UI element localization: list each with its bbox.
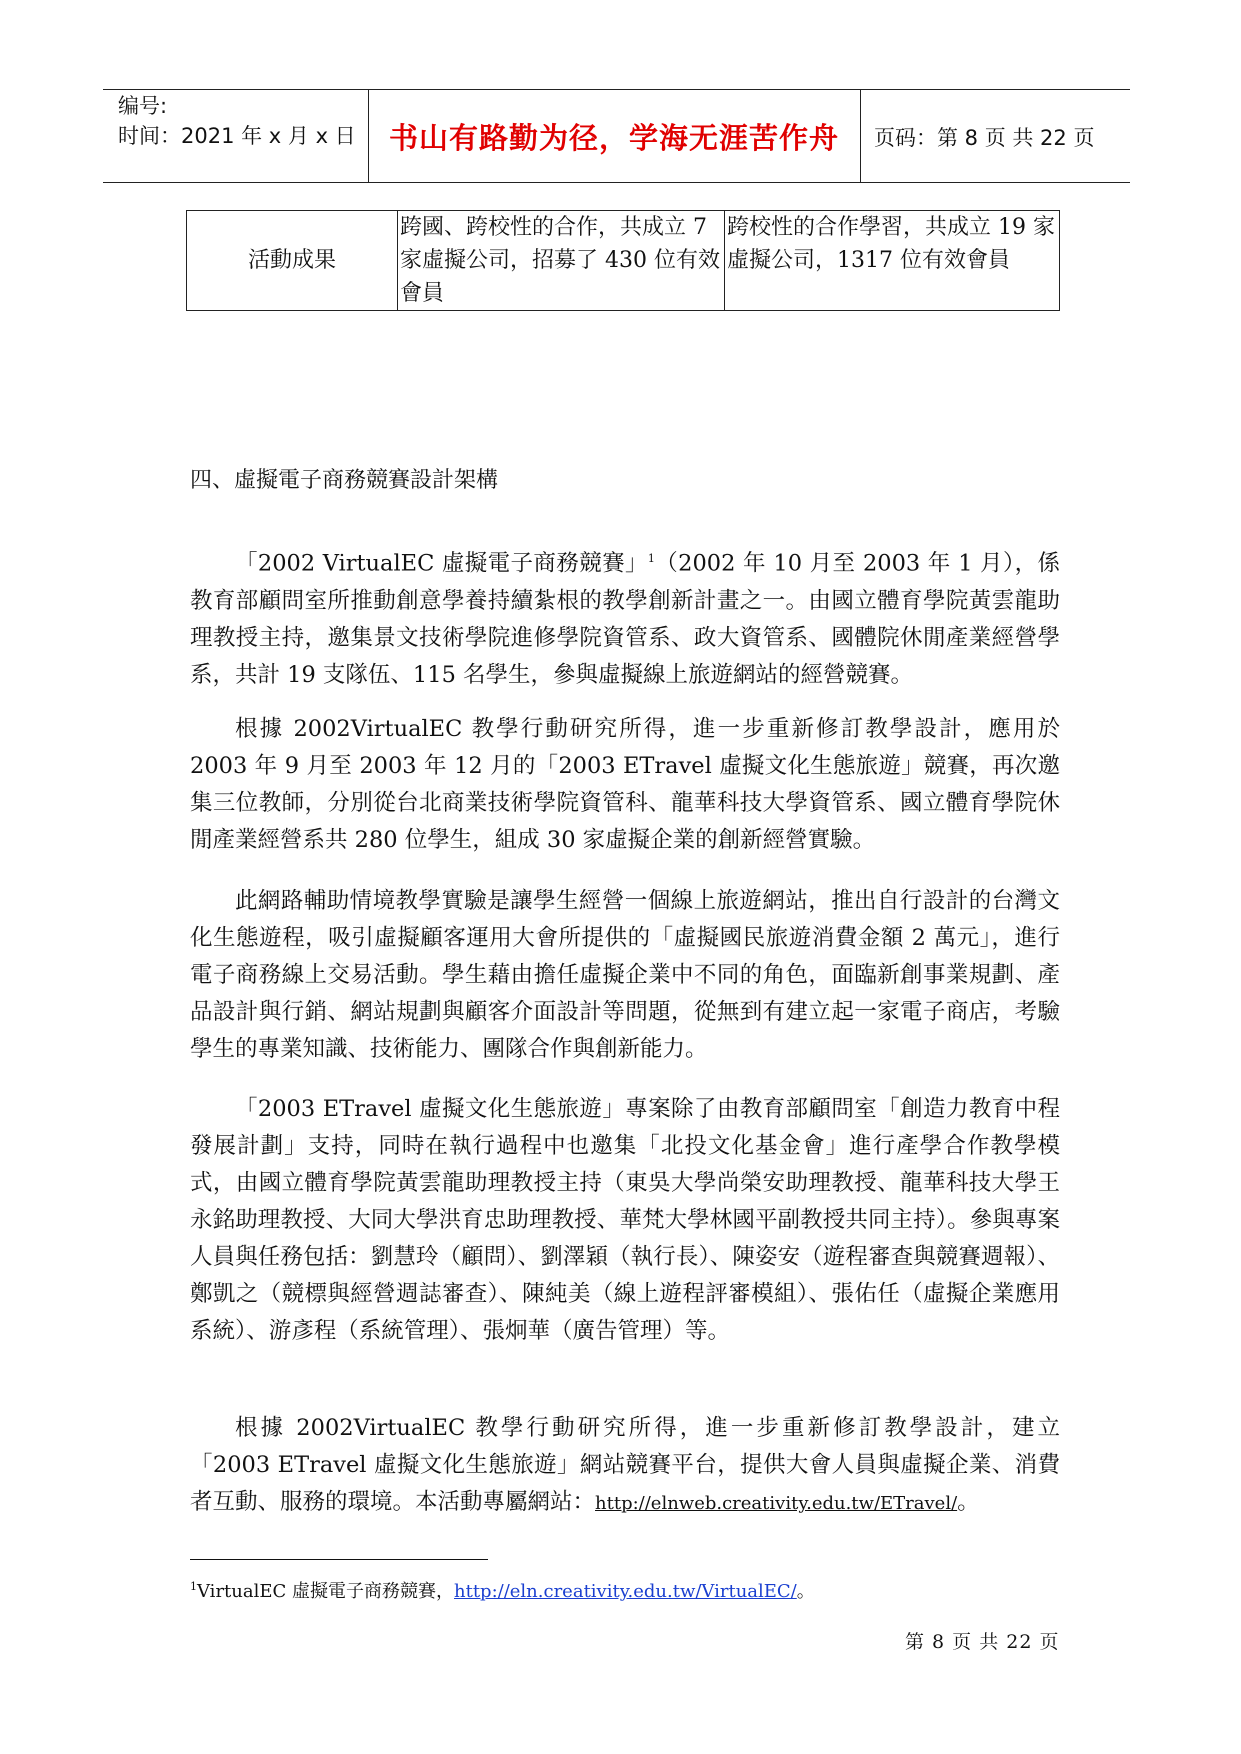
section-heading: 四、虛擬電子商務競賽設計架構 <box>190 468 499 493</box>
footnote-text: VirtualEC 虛擬電子商務競賽， <box>197 1581 454 1602</box>
paragraph: 此網路輔助情境教學實驗是讓學生經營一個線上旅遊網站，推出自行設計的台灣文化生態遊程，吸引虛擬顧客運用大會所提供的「虛擬國民旅遊消費金額 2 萬元」，進行電子商務線上交易活動。學生藉由擔任虛擬企業中不同的角色，面臨新創事業規劃、產品設計與行銷、網站規劃與顧客介面設計等問題，從無到有建立起一家電子商店，考驗學生的專業知識、技術能力、團隊合作與創新能力。 <box>190 888 1060 1062</box>
footnote-marker: 1 <box>190 1580 197 1593</box>
footnote-separator <box>190 1559 488 1560</box>
header-divider <box>860 89 861 182</box>
activity-website-link[interactable]: http://elnweb.creativity.edu.tw/ETravel/ <box>595 1493 958 1514</box>
activity-results-table <box>186 210 1060 311</box>
table-row <box>187 211 1060 311</box>
page-footer: 第 8 页 共 22 页 <box>905 1631 1060 1653</box>
document-time-label: 时间：2021 年 x 月 x 日 <box>118 124 356 148</box>
header-top-rule <box>103 89 1130 90</box>
document-number-label: 编号: <box>118 94 168 118</box>
header-bottom-rule <box>103 182 1130 183</box>
paragraph-text: 根據 2002VirtualEC 教學行動研究所得，進一步重新修訂教學設計，建立「2003 ETravel 虛擬文化生態旅遊」網站競賽平台，提供大會人員與虛擬企業、消費者互動、服務的環境。本活動專屬網站： <box>190 1415 1060 1515</box>
paragraph: 「2003 ETravel 虛擬文化生態旅遊」專案除了由教育部顧問室「創造力教育中程發展計劃」支持，同時在執行過程中也邀集「北投文化基金會」進行產學合作教學模式，由國立體育學院黃雲龍助理教授主持（東吳大學尚榮安助理教授、龍華科技大學王永銘助理教授、大同大學洪育忠助理教授、華梵大學林國平副教授共同主持）。參與專案人員與任務包括：劉慧玲（顧問）、劉澤穎（執行長）、陳姿安（遊程審查與競賽週報）、鄭凱之（競標與經營週誌審查）、陳純美（線上遊程評審模組）、張佑任（虛擬企業應用系統）、游彥程（系統管理）、張炯華（廣告管理）等。 <box>190 1096 1060 1344</box>
table-cell: 跨校性的合作學習，共成立 19 家虛擬公司，1317 位有效會員 <box>725 211 1060 311</box>
header-page-number: 页码：第 8 页 共 22 页 <box>874 126 1095 150</box>
paragraph-text: 。 <box>957 1489 980 1515</box>
paragraph-text: 「2002 VirtualEC 虛擬電子商務競賽」 <box>235 550 648 577</box>
paragraph: 根據 2002VirtualEC 教學行動研究所得，進一步重新修訂教學設計，應用於 2003 年 9 月至 2003 年 12 月的「2003 ETravel 虛擬文化生態旅遊」競賽，再次邀集三位教師，分別從台北商業技術學院資管科、龍華科技大學資管系、國立體育學院休閒產業經營系共 280 位學生，組成 30 家虛擬企業的創新經營實驗。 <box>190 716 1060 853</box>
footnote-link[interactable]: http://eln.creativity.edu.tw/VirtualEC/ <box>454 1581 797 1602</box>
header-motto: 书山有路勤为径，学海无涯苦作舟 <box>388 121 839 155</box>
footnote-reference[interactable]: 1 <box>647 552 655 565</box>
footnote-end: 。 <box>796 1581 815 1602</box>
table-row-label: 活動成果 <box>187 211 398 311</box>
header-meta <box>118 91 356 151</box>
paragraph-text: （2002 年 10 月至 2003 年 1 月），係教育部顧問室所推動創意學養持續紮根的教學創新計畫之一。由國立體育學院黃雲龍助理教授主持，邀集景文技術學院進修學院資管系、政大資管系、國體院休閒產業經營學系，共計 19 支隊伍、115 名學生，參與虛擬線上旅遊網站的經營競賽。 <box>190 550 1060 688</box>
paragraph <box>190 1410 1060 1522</box>
paragraph <box>190 540 1060 694</box>
footnote <box>190 1577 815 1603</box>
table-cell: 跨國、跨校性的合作，共成立 7 家虛擬公司，招募了 430 位有效會員 <box>398 211 725 311</box>
